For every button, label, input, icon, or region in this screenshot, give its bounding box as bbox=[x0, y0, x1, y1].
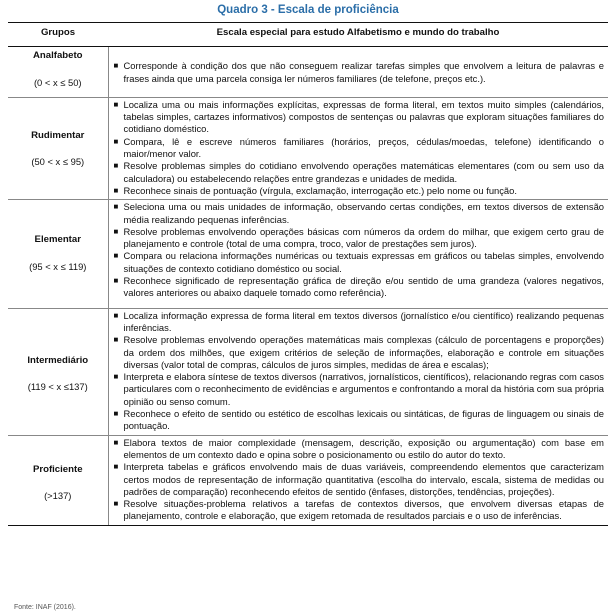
list-item: ■ Elabora textos de maior complexidade (mensagem, descrição, exposição ou argumentação) com base em elementos de um contexto dado e opina sobre o posicionamento ou estilo do autor do texto. bbox=[113, 436, 604, 460]
list-item: ■ Compara ou relaciona informações numéricas ou textuais expressas em gráficos ou tabelas simples, envolvendo situações de contexto cotidiano doméstico ou social. bbox=[113, 250, 604, 274]
bullet-icon: ■ bbox=[113, 185, 119, 195]
group-cell-intermediario bbox=[8, 308, 108, 435]
bullet-icon: ■ bbox=[113, 335, 119, 345]
group-range: (119 < x ≤137) bbox=[27, 380, 88, 392]
table-title: Quadro 3 - Escala de proficiência bbox=[217, 4, 399, 16]
bullet-icon: ■ bbox=[113, 276, 119, 286]
list-item: ■ Compara, lê e escreve números familiares (horários, preços, cédulas/moedas, telefone) identificando o maior/menor valor. bbox=[113, 135, 604, 160]
list-item: ■ Localiza uma ou mais informações explícitas, expressas de forma literal, em textos muito simples (calendários, tabelas simples, cartazes informativos) compostos de sentenças ou palavras que exploram situações familiares do cotidiano doméstico. bbox=[113, 98, 604, 135]
group-name: Proficiente bbox=[32, 463, 83, 475]
list-item: ■ Reconhece sinais de pontuação (vírgula, exclamação, interrogação etc.) pelo nome ou função. bbox=[113, 184, 517, 196]
group-range: (50 < x ≤ 95) bbox=[31, 156, 85, 168]
bullet-icon: ■ bbox=[113, 99, 119, 109]
bullet-icon: ■ bbox=[113, 136, 119, 146]
group-range: (>137) bbox=[44, 489, 72, 501]
header-groups: Grupos bbox=[8, 23, 108, 47]
list-item: ■ Localiza informação expressa de forma literal em textos diversos (jornalístico e/ou científico) realizando pequenas inferências. bbox=[113, 309, 604, 333]
list-item: ■ Corresponde à condição dos que não conseguem realizar tarefas simples que envolvem a leitura de palavras e frases ainda que uma parcela consiga ler números familiares (de telefone, preços etc.). bbox=[113, 60, 604, 84]
group-name: Analfabeto bbox=[32, 50, 83, 62]
table-row bbox=[8, 435, 608, 525]
bullet-icon: ■ bbox=[113, 61, 119, 71]
table-header-row bbox=[8, 23, 608, 47]
table-row bbox=[8, 97, 608, 199]
bullet-icon: ■ bbox=[113, 202, 119, 212]
footnote-source: Fonte: INAF (2016). bbox=[14, 604, 76, 611]
list-item: ■ Seleciona uma ou mais unidades de informação, observando certas condições, em textos diversos de extensão média realizando pequenas inferências. bbox=[113, 201, 604, 225]
description-cell bbox=[108, 200, 608, 308]
group-cell-elementar bbox=[8, 200, 108, 308]
bullet-icon: ■ bbox=[113, 409, 119, 419]
group-cell-rudimentar bbox=[8, 97, 108, 199]
list-item: ■ Resolve problemas simples do cotidiano envolvendo operações matemáticas elementares (com ou sem uso da calculadora) ou estabelecendo relações entre grandezas e unidades de medida. bbox=[113, 160, 604, 184]
bullet-icon: ■ bbox=[113, 499, 119, 509]
list-item: ■ Reconhece significado de representação gráfica de direção e/ou sentido de uma grandeza (valores negativos, valores anteriores ou abaixo daquele tomado como referência). bbox=[113, 275, 604, 299]
header-scale: Escala especial para estudo Alfabetismo e mundo do trabalho bbox=[108, 23, 608, 47]
group-name: Intermediário bbox=[27, 354, 89, 366]
proficiency-table bbox=[8, 22, 608, 526]
list-item: ■ Resolve problemas envolvendo operações matemáticas mais complexas (cálculo de porcentagens e proporções) da ordem dos milhões, que exigem critérios de seleção de informações, elaboração e controle em situações diversas (valor total de compras, cálculos de juros simples, medidas de área e escalas); bbox=[113, 334, 604, 370]
group-range: (95 < x ≤ 119) bbox=[29, 260, 87, 272]
list-item: ■ Interpreta e elabora síntese de textos diversos (narrativos, jornalísticos, científicos), relacionando regras com casos particulares com o reconhecimento de evidências e argumentos e confrontando a moral da história com sua própria opinião ou senso comum. bbox=[113, 371, 604, 407]
bullet-icon: ■ bbox=[113, 251, 119, 261]
list-item: ■ Resolve situações-problema relativos a tarefas de contextos diversos, que envolvem diversas etapas de planejamento, controle e elaboração, que exigem retomada de resultados parciais e o uso de inferências. bbox=[113, 498, 604, 522]
list-item: ■ Interpreta tabelas e gráficos envolvendo mais de duas variáveis, compreendendo elementos que caracterizam certos modos de representação de informação quantitativa (escolha do intervalo, escala, sistema de medidas ou padrões de comparação) reconhecendo efeitos de sentido (ênfases, distorções, tendências, projeções). bbox=[113, 461, 604, 497]
table-row bbox=[8, 47, 608, 98]
bullet-icon: ■ bbox=[113, 462, 119, 472]
list-item: ■ Resolve problemas envolvendo operações básicas com números da ordem do milhar, que exigem certo grau de planejamento e controle (total de uma compra, troco, valor de prestações sem juros). bbox=[113, 225, 604, 250]
group-cell-proficiente bbox=[8, 435, 108, 525]
group-cell-analfabeto bbox=[8, 47, 108, 98]
bullet-icon: ■ bbox=[113, 437, 119, 447]
description-cell bbox=[108, 47, 608, 98]
group-range: (0 < x ≤ 50) bbox=[33, 76, 82, 88]
table-row bbox=[8, 308, 608, 435]
list-item: ■ Reconhece o efeito de sentido ou estético de escolhas lexicais ou sintáticas, de figuras de linguagem ou sinais de pontuação. bbox=[113, 408, 604, 432]
bullet-icon: ■ bbox=[113, 310, 119, 320]
bullet-icon: ■ bbox=[113, 372, 119, 382]
group-name: Rudimentar bbox=[31, 129, 85, 141]
description-cell bbox=[108, 435, 608, 525]
group-name: Elementar bbox=[34, 234, 81, 246]
bullet-icon: ■ bbox=[113, 226, 119, 236]
table-row bbox=[8, 200, 608, 308]
description-cell bbox=[108, 97, 608, 199]
description-cell bbox=[108, 308, 608, 435]
bullet-icon: ■ bbox=[113, 161, 119, 171]
